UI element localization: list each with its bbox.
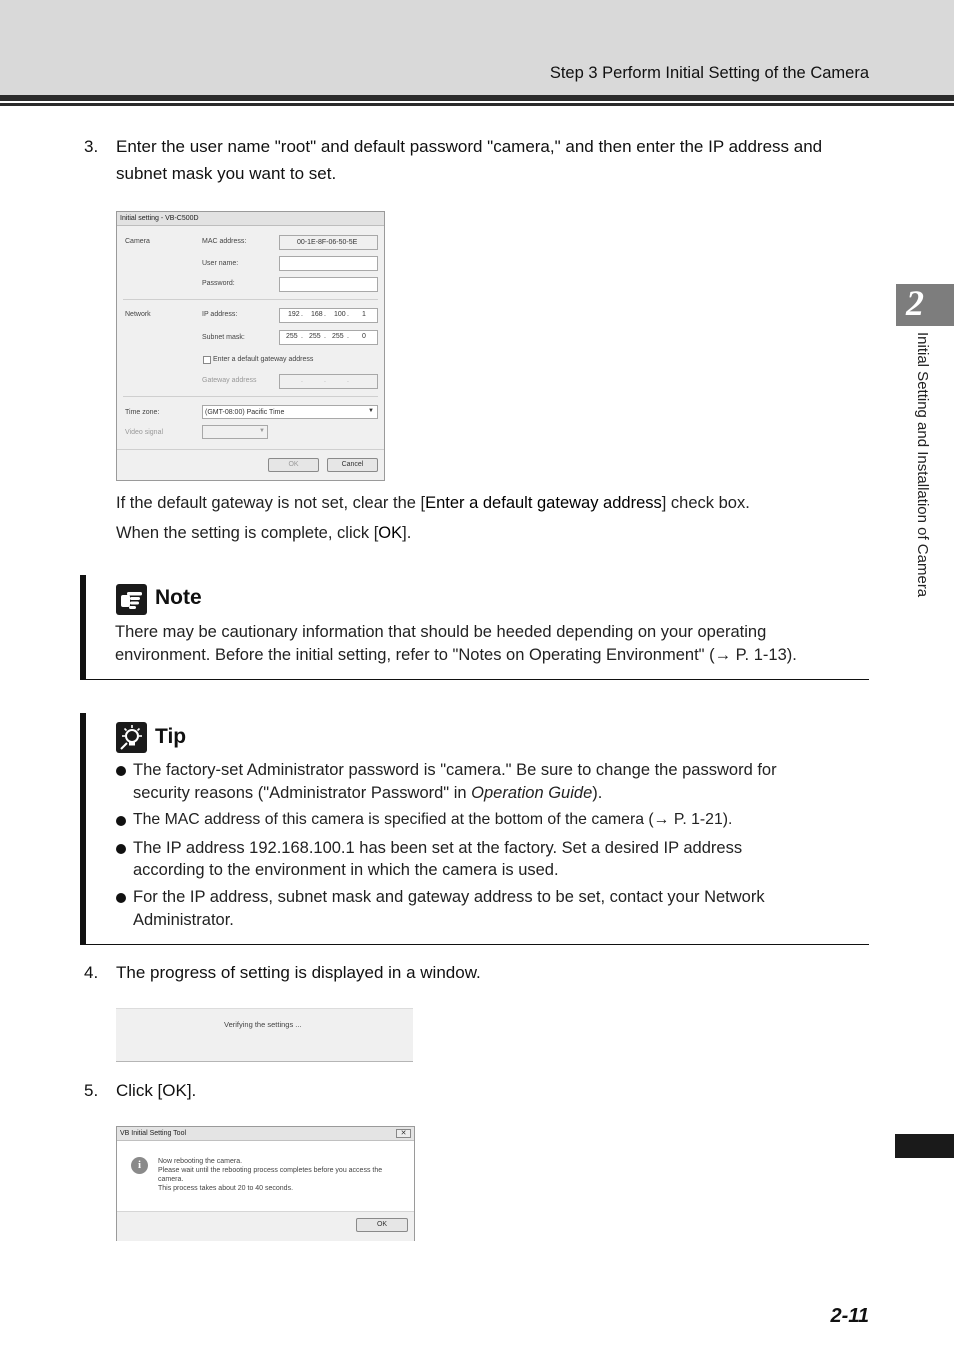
- note-rule: [80, 679, 869, 680]
- ip-address-label: IP address:: [202, 311, 238, 318]
- tip-4-line-2: Administrator.: [133, 911, 234, 929]
- user-name-input[interactable]: [279, 256, 378, 271]
- section-divider: [123, 299, 378, 300]
- ok-button[interactable]: OK: [356, 1218, 408, 1232]
- progress-window: [116, 1008, 413, 1062]
- mac-address-label: MAC address:: [202, 238, 247, 245]
- subnet-octet-2: 255: [309, 333, 321, 340]
- subnet-octet-1: 255: [286, 333, 298, 340]
- dialog-title: Initial setting - VB-C500D: [120, 215, 199, 222]
- chevron-down-icon: ▼: [368, 408, 374, 414]
- tip-bar: [80, 713, 86, 945]
- ok-button[interactable]: OK: [268, 458, 319, 472]
- note-bar: [80, 575, 86, 680]
- password-label: Password:: [202, 280, 235, 287]
- tip-3-line-2: according to the environment in which the camera is used.: [133, 861, 559, 879]
- ui-term: Enter a default gateway address: [425, 494, 662, 512]
- bullet: [116, 844, 126, 854]
- gateway-instruction: If the default gateway is not set, clear the [Enter a default gateway address] check box.: [116, 494, 750, 512]
- password-input[interactable]: [279, 277, 378, 292]
- tip-title: Tip: [155, 725, 187, 748]
- chapter-tab: [896, 284, 954, 326]
- progress-message: Verifying the settings ...: [224, 1020, 302, 1029]
- reboot-dialog: [116, 1126, 415, 1241]
- note-title: Note: [155, 586, 202, 609]
- tip-1-line-2: security reasons ("Administrator Password" in Operation Guide).: [133, 784, 603, 802]
- step-3-line-1: Enter the user name "root" and default password "camera," and then enter the IP address and: [116, 137, 823, 156]
- ip-octet-1: 192: [288, 311, 300, 318]
- reboot-line-4: This process takes about 20 to 40 seconds.: [158, 1185, 294, 1192]
- time-zone-label: Time zone:: [125, 409, 160, 416]
- tip-rule: [80, 944, 869, 945]
- close-icon[interactable]: ✕: [396, 1129, 411, 1138]
- ip-octet-3: 100: [334, 311, 346, 318]
- header-rule-thick: [0, 95, 954, 101]
- mac-address-value: 00-1E-8F-06-50-5E: [297, 239, 358, 246]
- reboot-line-3: camera.: [158, 1176, 184, 1183]
- pointing-hand-icon: [116, 584, 147, 615]
- network-section-label: Network: [125, 311, 151, 318]
- tip-2-line-1: The MAC address of this camera is specified at the bottom of the camera (→ P. 1-21).: [133, 811, 733, 828]
- ip-octet-2: 168: [311, 311, 323, 318]
- ip-octet-4: 1: [362, 311, 366, 318]
- gateway-checkbox[interactable]: [203, 356, 211, 364]
- bullet: [116, 766, 126, 776]
- lightbulb-icon: [116, 722, 147, 753]
- step-4-number: 4.: [84, 963, 99, 982]
- header-title: Step 3 Perform Initial Setting of the Camera: [549, 64, 869, 82]
- thumb-index-marker: [895, 1134, 954, 1158]
- info-icon: i: [131, 1157, 148, 1174]
- dialog-title: VB Initial Setting Tool: [120, 1130, 187, 1137]
- note-line-1: There may be cautionary information that should be heeded depending on your operating: [115, 623, 767, 641]
- step-5-number: 5.: [84, 1081, 99, 1100]
- gateway-address-input[interactable]: [279, 374, 378, 389]
- ui-term: OK: [378, 524, 403, 542]
- bullet: [116, 816, 126, 826]
- tip-4-line-1: For the IP address, subnet mask and gateway address to be set, contact your Network: [133, 888, 765, 906]
- chevron-down-icon: ▼: [259, 428, 265, 434]
- step-3-line-2: subnet mask you want to set.: [116, 164, 337, 183]
- reboot-line-1: Now rebooting the camera.: [158, 1158, 243, 1165]
- ok-instruction: When the setting is complete, click [OK].: [116, 524, 412, 542]
- subnet-mask-label: Subnet mask:: [202, 334, 245, 341]
- section-divider-2: [123, 396, 378, 397]
- tip-3-line-1: The IP address 192.168.100.1 has been set at the factory. Set a desired IP address: [133, 839, 743, 857]
- user-name-label: User name:: [202, 260, 239, 267]
- step-5-text: Click [OK].: [116, 1081, 197, 1100]
- subnet-octet-3: 255: [332, 333, 344, 340]
- button-divider: [117, 449, 384, 450]
- cancel-button[interactable]: Cancel: [327, 458, 378, 472]
- video-signal-label: Video signal: [125, 429, 164, 436]
- gateway-address-label: Gateway address: [202, 377, 257, 384]
- camera-section-label: Camera: [125, 238, 150, 245]
- step-4-text: The progress of setting is displayed in a window.: [116, 963, 481, 982]
- time-zone-value: (GMT-08:00) Pacific Time: [205, 409, 285, 416]
- page-number: 2-11: [830, 1305, 869, 1327]
- header-rule-thin: [0, 103, 954, 106]
- subnet-octet-4: 0: [362, 333, 366, 340]
- gateway-checkbox-label: Enter a default gateway address: [213, 356, 314, 363]
- bullet: [116, 893, 126, 903]
- step-3-number: 3.: [84, 137, 99, 156]
- note-line-2: environment. Before the initial setting, refer to "Notes on Operating Environment" (→ P. 1-13).: [115, 646, 797, 664]
- chapter-title: Initial Setting and Installation of Camera: [914, 332, 931, 598]
- reboot-line-2: Please wait until the rebooting process completes before you access the: [158, 1167, 383, 1174]
- initial-setting-dialog: Initial setting - VB-C500D Camera MAC address: 00-1E-8F-06-50-5E User name: Password: Network IP address: 192 . 168 . 100 . 1 Subnet mask: 255 . 255 . 255 . 0 Enter a default gateway address Gateway address . . . Time zone: (GMT-08:00) Pacific Time ▼ Video signal ▼ OK Cancel: [116, 211, 385, 481]
- tip-1-line-1: The factory-set Administrator password is "camera." Be sure to change the password for: [133, 761, 777, 779]
- chapter-number: 2: [906, 283, 924, 323]
